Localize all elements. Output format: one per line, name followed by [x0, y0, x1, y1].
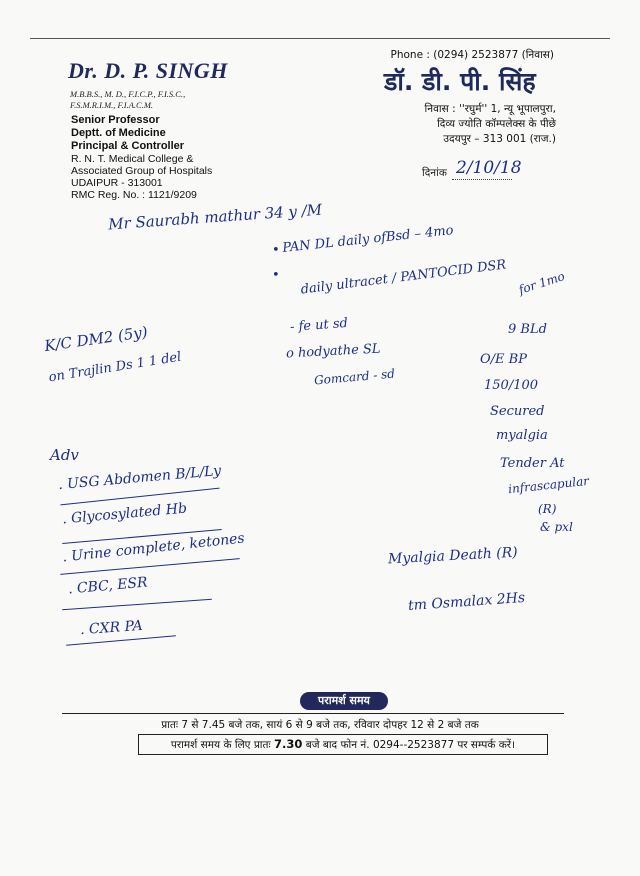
rx-line-2: daily ultracet / PANTOCID DSR	[299, 257, 507, 298]
phone-note-box	[138, 734, 548, 755]
advice-heading: Adv	[50, 446, 79, 464]
exam-line-6: Tender At	[500, 456, 565, 471]
exam-line-3: 150/100	[484, 378, 539, 393]
exam-line-7: infrascapular	[507, 473, 590, 497]
advice-line-4: . CBC, ESR	[67, 574, 149, 598]
patient-name: Mr Saurabh mathur 34 y /M	[107, 200, 323, 234]
handwritten-date: 2/10/18	[456, 158, 522, 178]
exam-line-5: myalgia	[496, 428, 548, 443]
advice-underline-4	[62, 599, 212, 610]
address-line-3: उदयपुर – 313 001 (राज.)	[443, 133, 556, 145]
rmc-reg-no: RMC Reg. No. : 1121/9209	[71, 189, 197, 201]
title-principal: Principal & Controller	[71, 140, 185, 152]
doctor-name-en: Dr. D. P. SINGH	[68, 58, 228, 83]
rx-duration: for 1mo	[516, 269, 567, 297]
bottom-note-2: tm Osmalax 2Hs	[407, 589, 526, 615]
exam-line-4: Secured	[490, 404, 545, 419]
phone-note-pre: परामर्श समय के लिए प्रातः	[170, 739, 271, 751]
bottom-note-1: Myalgia Death (R)	[387, 544, 519, 568]
phone-note-time: 7.30	[273, 737, 303, 751]
qualifications-line-2: F.S.M.R.I.M., F.I.A.C.M.	[70, 100, 154, 110]
advice-line-5: . CXR PA	[79, 617, 144, 639]
address-line-1: निवास : ''रघुर्म'' 1, न्यू भूपालपुरा,	[424, 103, 556, 115]
qualifications-line-1: M.B.B.S., M. D., F.I.C.P., F.I.S.C.,	[70, 89, 186, 99]
rx-line-1: PAN DL daily ofBsd – 4mo	[281, 223, 455, 256]
advice-line-2: . Glycosylated Hb	[61, 500, 188, 528]
title-department: Deptt. of Medicine	[71, 127, 166, 139]
doctor-name-hi: डॉ. डी. पी. सिंह	[384, 67, 536, 96]
college-line-1: R. N. T. Medical College &	[71, 153, 194, 165]
rx-bullet-2: •	[272, 268, 280, 283]
exam-line-1: 9 BLd	[508, 322, 547, 337]
title-senior-professor: Senior Professor	[71, 114, 160, 126]
exam-line-8: (R)	[538, 502, 557, 516]
history-line-2: on Trajlin Ds 1 1 del	[47, 349, 183, 386]
rx-bullet-1: •	[272, 243, 280, 258]
rx-line-4: o hodyathe SL	[285, 341, 381, 362]
advice-line-1: . USG Abdomen B/L/Ly	[57, 462, 222, 494]
rx-line-3: - fe ut sd	[289, 315, 349, 336]
top-rule	[30, 38, 610, 39]
footer-rule	[62, 713, 564, 714]
history-line-1: K/C DM2 (5y)	[43, 322, 149, 356]
date-label: दिनांक	[422, 167, 447, 179]
college-line-2: Associated Group of Hospitals	[71, 165, 213, 177]
exam-line-2: O/E BP	[480, 352, 527, 367]
consultation-time-badge: परामर्श समय	[300, 692, 388, 710]
advice-line-3: . Urine complete, ketones	[61, 530, 246, 566]
date-underline	[452, 179, 512, 180]
address-line-2: दिव्य ज्योति कॉम्पलेक्स के पीछे	[437, 118, 556, 130]
city: UDAIPUR - 313001	[71, 177, 163, 189]
phone-note-post: बजे बाद फोन नं. 0294--2523877 पर सम्पर्क करें।	[305, 739, 516, 751]
phone: Phone : (0294) 2523877 (निवास)	[390, 49, 554, 61]
rx-line-5: Gomcard - sd	[313, 366, 396, 388]
exam-line-9: & pxl	[540, 520, 573, 534]
consultation-hours: प्रातः 7 से 7.45 बजे तक, सायं 6 से 9 बजे तक, रविवार दोपहर 12 से 2 बजे तक	[161, 719, 479, 731]
